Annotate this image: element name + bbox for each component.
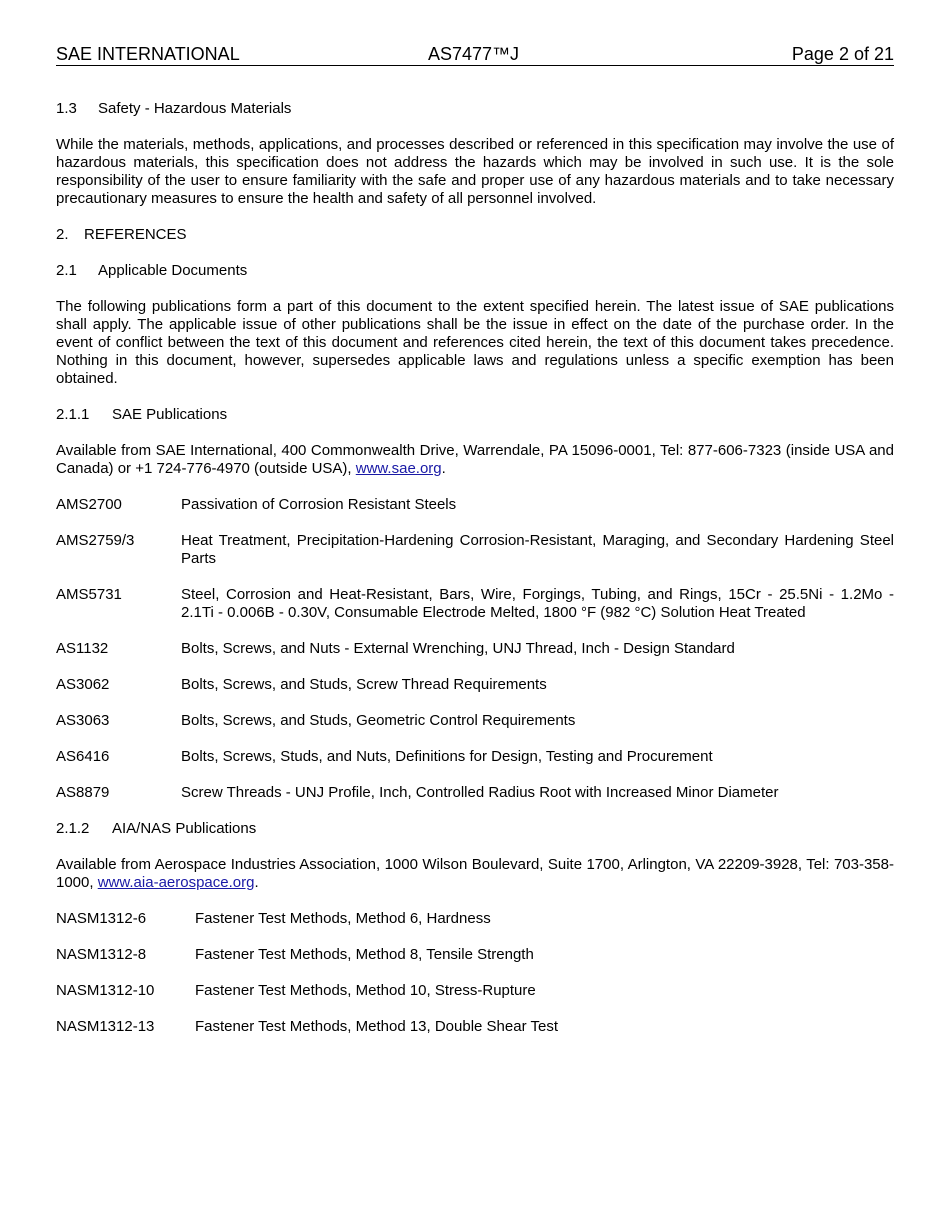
reference-title: Bolts, Screws, and Studs, Screw Thread Requirements <box>181 676 547 693</box>
reference-item <box>56 1018 894 1036</box>
section-heading-1-3 <box>56 100 894 118</box>
section-title: AIA/NAS Publications <box>112 820 257 837</box>
reference-code: AMS2700 <box>56 496 122 513</box>
reference-item <box>56 496 894 514</box>
reference-item <box>56 640 894 658</box>
reference-code: NASM1312-10 <box>56 982 155 999</box>
reference-item <box>56 676 894 694</box>
sae-availability-paragraph <box>56 442 894 478</box>
availability-text: Available from SAE International, 400 Commonwealth Drive, Warrendale, PA 15096-0001, Tel: 877-606-7323 (inside USA and Canada) or +1 724-776-4970 (outside USA), <box>56 442 894 477</box>
section-heading-2-1-2 <box>56 820 894 838</box>
section-number: 2. <box>56 226 69 243</box>
section-title: Applicable Documents <box>98 262 248 279</box>
header-document-number: AS7477™J <box>428 44 520 64</box>
applicable-documents-paragraph: The following publications form a part of this document to the extent specified herein. The latest issue of SAE publications shall apply. The applicable issue of other publications shall be the issue in effect on the date of the purchase order. In the event of conflict between the text of this document and references cited herein, the text of this document takes precedence. Nothing in this document, however, supersedes applicable laws and regulations unless a specific exemption has been obtained. <box>56 298 894 387</box>
reference-item <box>56 784 894 802</box>
section-heading-2-1 <box>56 262 894 280</box>
aia-website-link[interactable]: www.aia-aerospace.org <box>97 874 255 891</box>
section-number: 1.3 <box>56 100 77 117</box>
safety-paragraph: While the materials, methods, applications, and processes described or referenced in this specification may involve the use of hazardous materials, this specification does not address the hazards which may be involved in such use. It is the sole responsibility of the user to ensure familiarity with the safe and proper use of any hazardous materials and to take necessary precautionary measures to ensure the health and safety of all personnel involved. <box>56 136 894 207</box>
section-title: REFERENCES <box>84 226 187 243</box>
reference-title: Bolts, Screws, and Studs, Geometric Control Requirements <box>181 712 576 729</box>
sae-reference-list <box>56 496 894 802</box>
page-header <box>56 44 894 66</box>
section-heading-2-1-1 <box>56 406 894 424</box>
reference-item <box>56 712 894 730</box>
sae-website-link[interactable]: www.sae.org <box>355 460 442 477</box>
document-page <box>56 44 894 1036</box>
reference-code: AS3062 <box>56 676 110 693</box>
reference-title: Steel, Corrosion and Heat-Resistant, Bars, Wire, Forgings, Tubing, and Rings, 15Cr - 25.5Ni - 1.2Mo - 2.1Ti - 0.006B - 0.30V, Consumable Electrode Melted, 1800 °F (982 °C) Solution Heat Treated <box>181 586 894 621</box>
section-title: SAE Publications <box>112 406 228 423</box>
reference-title: Fastener Test Methods, Method 8, Tensile Strength <box>195 946 534 963</box>
reference-code: AS8879 <box>56 784 110 801</box>
section-number: 2.1 <box>56 262 77 279</box>
reference-code: NASM1312-6 <box>56 910 147 927</box>
aia-availability-paragraph <box>56 856 894 892</box>
reference-code: AMS2759/3 <box>56 532 135 549</box>
sentence-end: . <box>441 460 446 477</box>
reference-code: AS3063 <box>56 712 110 729</box>
section-title: Safety - Hazardous Materials <box>98 100 292 117</box>
reference-code: AS6416 <box>56 748 110 765</box>
reference-title: Fastener Test Methods, Method 10, Stress-Rupture <box>195 982 536 999</box>
reference-title: Bolts, Screws, and Nuts - External Wrenching, UNJ Thread, Inch - Design Standard <box>181 640 735 657</box>
availability-text: Available from Aerospace Industries Association, 1000 Wilson Boulevard, Suite 1700, Arlington, VA 22209-3928, Tel: 703-358-1000, <box>56 856 894 891</box>
reference-item <box>56 982 894 1000</box>
reference-code: NASM1312-8 <box>56 946 147 963</box>
reference-code: AMS5731 <box>56 586 122 603</box>
section-number: 2.1.2 <box>56 820 90 837</box>
reference-item <box>56 586 894 622</box>
reference-item <box>56 748 894 766</box>
reference-title: Bolts, Screws, Studs, and Nuts, Definitions for Design, Testing and Procurement <box>181 748 713 765</box>
reference-item <box>56 532 894 568</box>
reference-title: Passivation of Corrosion Resistant Steels <box>181 496 457 513</box>
reference-code: AS1132 <box>56 640 109 657</box>
header-page-number: Page 2 of 21 <box>791 44 894 64</box>
reference-code: NASM1312-13 <box>56 1018 155 1035</box>
header-organization: SAE INTERNATIONAL <box>56 44 240 64</box>
reference-item <box>56 946 894 964</box>
nasm-reference-list <box>56 910 894 1036</box>
section-heading-2 <box>56 226 894 244</box>
reference-title: Heat Treatment, Precipitation-Hardening Corrosion-Resistant, Maraging, and Secondary Hardening Steel Parts <box>181 532 894 567</box>
reference-title: Screw Threads - UNJ Profile, Inch, Controlled Radius Root with Increased Minor Diameter <box>181 784 779 801</box>
reference-item <box>56 910 894 928</box>
section-number: 2.1.1 <box>56 406 90 423</box>
reference-title: Fastener Test Methods, Method 6, Hardness <box>195 910 491 927</box>
sentence-end: . <box>254 874 259 891</box>
reference-title: Fastener Test Methods, Method 13, Double Shear Test <box>195 1018 558 1035</box>
